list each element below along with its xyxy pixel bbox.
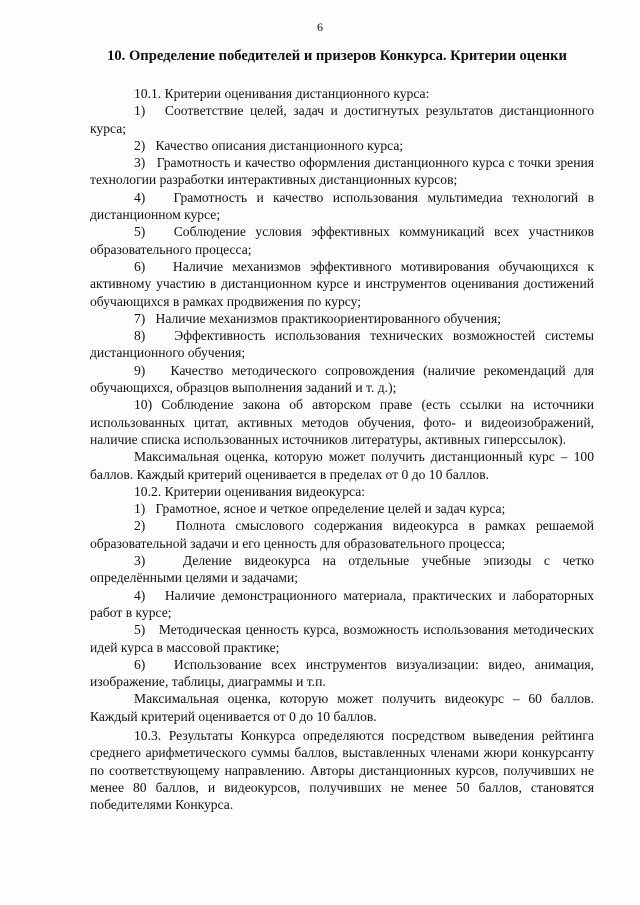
paragraph-max-score-course: Максимальная оценка, которую может получить дистанционный курс – 100 баллов. Каждый критерий оценивается в пределах от 0 до 10 баллов. [90, 449, 594, 482]
list-item: 2) Полнота смыслового содержания видеокурса в рамках решаемой образовательной задачи и его ценность для образовательного процесса; [90, 518, 594, 551]
list-item: 2) Качество описания дистанционного курса; [134, 137, 404, 153]
section-heading: 10. Определение победителей и призеров Конкурса. Критерии оценки [107, 48, 567, 64]
list-item: 1) Грамотное, ясное и четкое определение целей и задач курса; [134, 501, 506, 517]
paragraph-criteria-video-intro: 10.2. Критерии оценивания видеокурса: [134, 483, 366, 499]
list-item: 6) Использование всех инструментов визуализации: видео, анимация, изображение, таблицы, диаграммы и т.п. [90, 656, 594, 690]
paragraph-results: 10.3. Результаты Конкурса определяются посредством выведения рейтинга среднего арифметического суммы баллов, выставленных членами жюри конкурсанту по соответствующему направлению. Авторы дистанционных курсов, получивших не менее 80 баллов, и видеокурсов, получивших не менее 50 баллов, становятся победителями Конкурса. [90, 727, 594, 813]
section-body [90, 85, 594, 813]
list-item: 1) Соответствие целей, задач и достигнутых результатов дистанционного курса; [90, 103, 594, 136]
list-item: 4) Наличие демонстрационного материала, практических и лабораторных работ в курсе; [90, 587, 594, 620]
list-item: 3) Грамотность и качество оформления дистанционного курса с точки зрения технологии разработки интерактивных дистанционных курсов; [90, 155, 594, 188]
page-number: 6 [317, 20, 323, 34]
list-item: 10) Соблюдение закона об авторском праве (есть ссылки на источники использованных цитат, активных методов обучения, фото- и видеоизображений, наличие списка использованных источников литературы, активных гиперссылок). [90, 397, 594, 447]
list-item: 7) Наличие механизмов практикоориентированного обучения; [134, 310, 502, 326]
list-item: 8) Эффективность использования технических возможностей системы дистанционного обучения; [90, 328, 594, 361]
list-item: 5) Методическая ценность курса, возможность использования методических идей курса в массовой практике; [90, 622, 594, 655]
list-item: 4) Грамотность и качество использования мультимедиа технологий в дистанционном курсе; [90, 189, 594, 223]
paragraph-max-score-video: Максимальная оценка, которую может получить видеокурс – 60 баллов. Каждый критерий оценивается от 0 до 10 баллов. [90, 691, 594, 724]
list-item: 6) Наличие механизмов эффективного мотивирования обучающихся к активному участию в дистанционном курсе и инструментов оценивания достижений обучающихся в рамках продвижения по курсу; [90, 258, 594, 309]
paragraph-criteria-course-intro: 10.1. Критерии оценивания дистанционного курса: [134, 86, 430, 101]
list-item: 5) Соблюдение условия эффективных коммуникаций всех участников образовательного процесса; [90, 224, 594, 257]
list-item: 3) Деление видеокурса на отдельные учебные эпизоды с четко определёнными целями и задачами; [90, 553, 594, 586]
list-item: 9) Качество методического сопровождения (наличие рекомендаций для обучающихся, образцов выполнения заданий и т. д.); [90, 362, 594, 396]
